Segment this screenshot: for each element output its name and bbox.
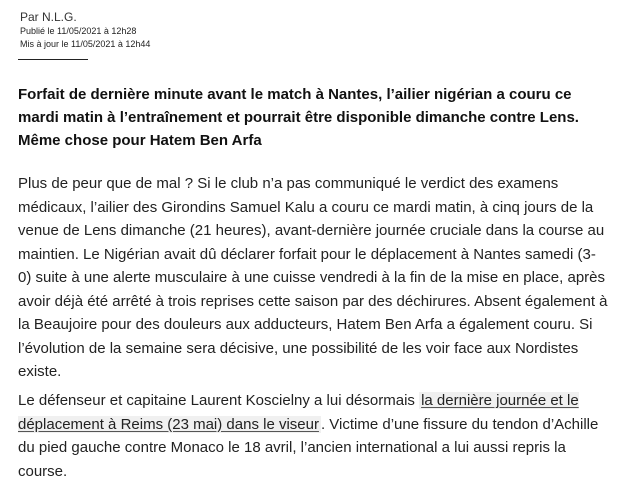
paragraph-2-text-after: . Victime d’une fissure du tendon d’Achille du pied gauche contre Monaco le 18 avril, l’ancien international a lui aussi repris la course.	[18, 415, 599, 480]
article-paragraph-1: Plus de peur que de mal ? Si le club n’a pas communiqué le verdict des examens médicaux, l’ailier des Girondins Samuel Kalu a couru ce mardi matin, à cinq jours de la venue de Lens dimanche (21 heures), avant-dernière journée cruciale dans la course au maintien. Le Nigérian avait dû déclarer forfait pour le déplacement à Nantes samedi (3-0) suite à une alerte musculaire à une cuisse vendredi à la fin de la mise en place, après avoir déjà été arrêté à trois reprises cette saison par des déchirures. Absent également à la Beaujoire pour des douleurs aux adducteurs, Hatem Ben Arfa a également couru. Si l’évolution de la semaine sera décisive, une possibilité de les voir face aux Nordistes existe.	[18, 175, 608, 380]
article-lede: Forfait de dernière minute avant le match à Nantes, l’ailier nigérian a couru ce mardi matin à l’entraînement et pourrait être disponible dimanche contre Lens. Même chose pour Hatem Ben Arfa	[18, 86, 579, 149]
meta-divider	[18, 59, 88, 60]
published-date: Publié le 11/05/2021 à 12h28	[20, 26, 137, 36]
reims-match-link[interactable]: la dernière journée et le déplacement à Reims (23 mai) dans le viseur	[18, 392, 579, 433]
updated-date: Mis à jour le 11/05/2021 à 12h44	[20, 39, 151, 49]
article-paragraph-2	[18, 389, 608, 483]
article-meta	[18, 10, 150, 60]
paragraph-2-text-before: Le défenseur et capitaine Laurent Koscielny a lui désormais	[18, 392, 420, 409]
author-byline: Par N.L.G.	[20, 10, 77, 24]
